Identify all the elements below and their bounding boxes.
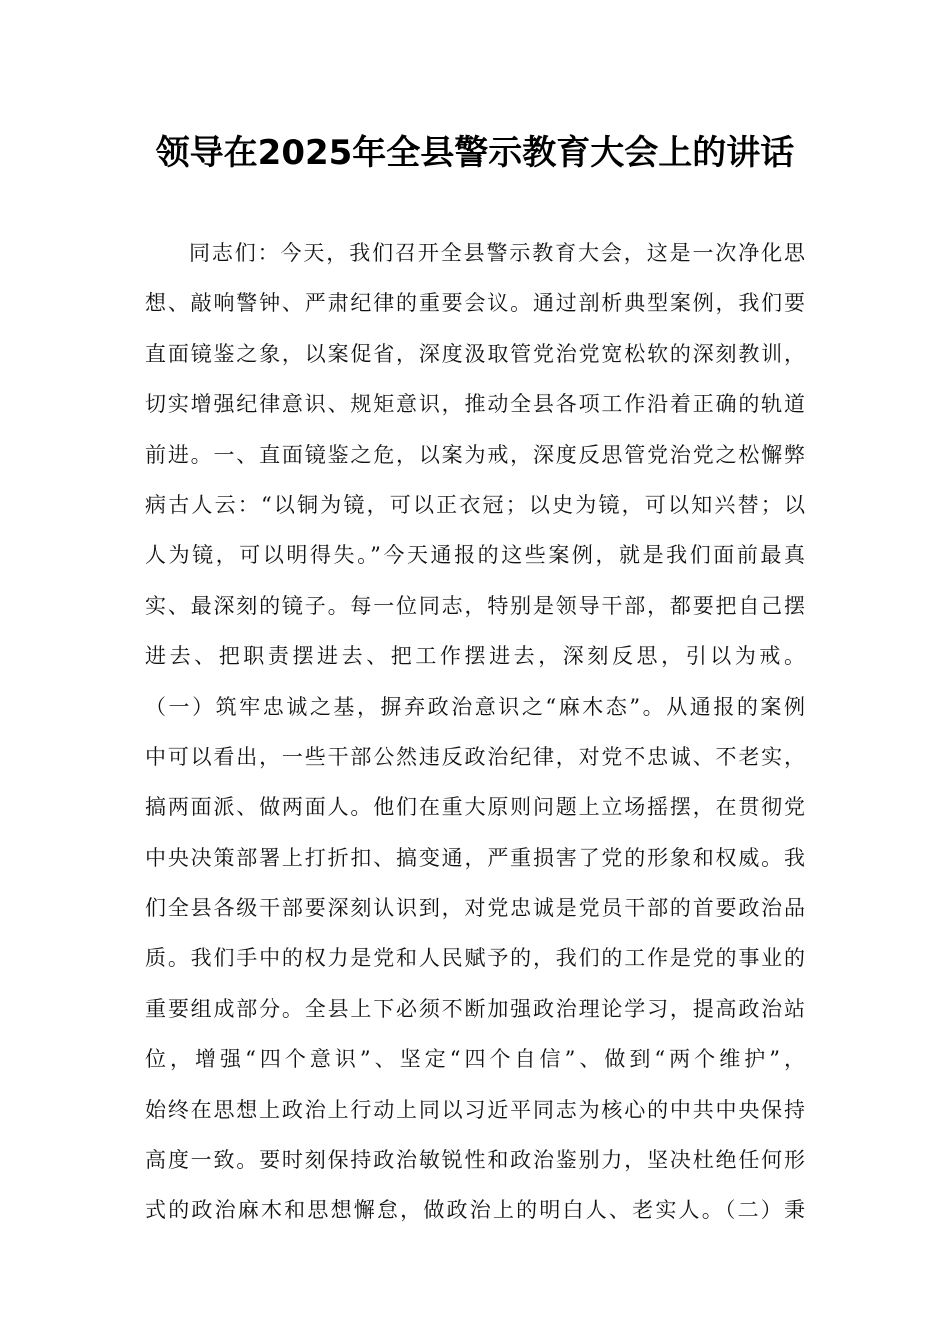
body-line: 前进。一、直面镜鉴之危，以案为戒，深度反思管党治党之松懈弊: [145, 442, 805, 467]
body-line: 重要组成部分。全县上下必须不断加强政治理论学习，提高政治站: [145, 996, 805, 1021]
body-line: 同志们：今天，我们召开全县警示教育大会，这是一次净化思: [189, 241, 805, 265]
body-line: （一）筑牢忠诚之基，摒弃政治意识之“麻木态”。从通报的案例: [145, 694, 805, 719]
body-line: 始终在思想上政治上行动上同以习近平同志为核心的中共中央保持: [145, 1097, 805, 1122]
document-title: 领导在2025年全县警示教育大会上的讲话: [155, 133, 795, 173]
body-line: 病古人云：“以铜为镜，可以正衣冠；以史为镜，可以知兴替；以: [145, 492, 805, 517]
body-line: 直面镜鉴之象，以案促省，深度汲取管党治党宽松软的深刻教训，: [145, 341, 805, 366]
body-line: 人为镜，可以明得失。”今天通报的这些案例，就是我们面前最真: [145, 543, 805, 568]
body-line: 式的政治麻木和思想懈怠，做政治上的明白人、老实人。（二）秉: [145, 1198, 805, 1223]
body-line: 们全县各级干部要深刻认识到，对党忠诚是党员干部的首要政治品: [145, 896, 805, 921]
body-line: 搞两面派、做两面人。他们在重大原则问题上立场摇摆，在贯彻党: [145, 795, 805, 820]
body-line: 中央决策部署上打折扣、搞变通，严重损害了党的形象和权威。我: [145, 845, 805, 870]
body-line: 质。我们手中的权力是党和人民赋予的，我们的工作是党的事业的: [145, 946, 805, 971]
body-line: 位，增强“四个意识”、坚定“四个自信”、做到“两个维护”，: [145, 1047, 805, 1072]
body-line: 实、最深刻的镜子。每一位同志，特别是领导干部，都要把自己摆: [145, 593, 805, 618]
body-line: 高度一致。要时刻保持政治敏锐性和政治鉴别力，坚决杜绝任何形: [145, 1148, 805, 1173]
body-line: 切实增强纪律意识、规矩意识，推动全县各项工作沿着正确的轨道: [145, 392, 805, 417]
body-line: 进去、把职责摆进去、把工作摆进去，深刻反思，引以为戒。: [145, 644, 805, 669]
document-body: [145, 228, 805, 1236]
body-line: 想、敲响警钟、严肃纪律的重要会议。通过剖析典型案例，我们要: [145, 291, 805, 316]
body-line: 中可以看出，一些干部公然违反政治纪律，对党不忠诚、不老实，: [145, 744, 805, 769]
